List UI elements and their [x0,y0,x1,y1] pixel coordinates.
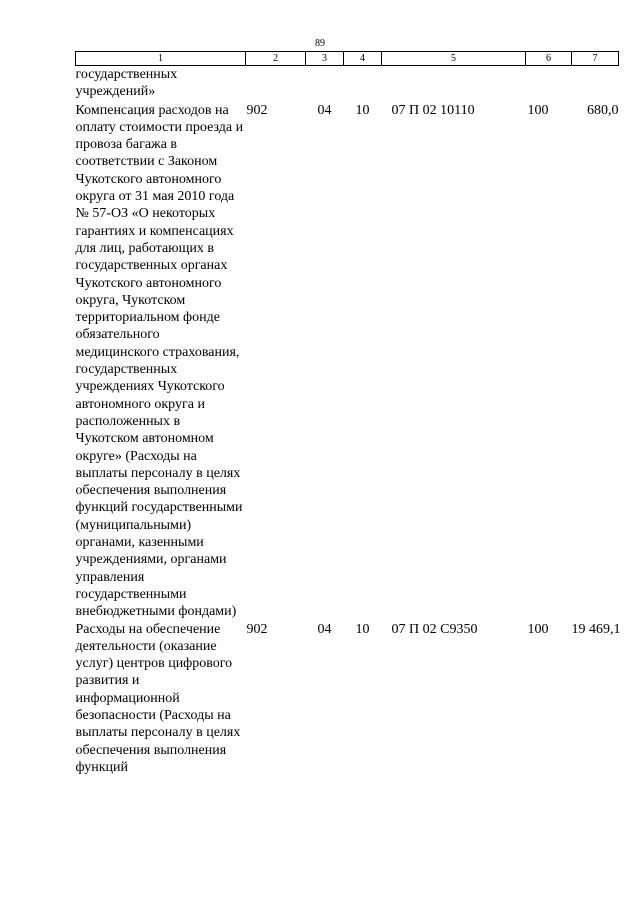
row-amount: 680,0 [587,102,619,118]
header-col-2: 2 [246,52,306,66]
row-subsection: 10 [355,102,370,118]
row-code: 902 [246,621,268,637]
row-subsection: 10 [355,621,370,637]
row-code [246,66,306,102]
row-section: 04 [317,621,332,637]
page-number: 89 [315,38,325,49]
header-row [76,52,619,66]
row-amount: 19 469,1 [571,621,621,637]
table-row [76,66,619,102]
header-col-7: 7 [572,52,619,66]
table-row [76,621,619,777]
row-section [306,66,344,102]
row-subsection [344,66,382,102]
row-name: Расходы на обеспечение деятельности (оказание услуг) центров цифрового развития и информационной безопасности (Расходы на выплаты персоналу в целях обеспечения выполнения функций [75,621,241,775]
row-expense-type: 100 [527,621,549,637]
header-col-5: 5 [382,52,526,66]
row-article: 07 П 02 10110 [391,102,475,118]
table-body [76,66,619,777]
row-code: 902 [246,102,268,118]
row-article [382,66,526,102]
table-row [76,102,619,621]
header-col-3: 3 [306,52,344,66]
header-col-1: 1 [76,52,246,66]
header-col-4: 4 [344,52,382,66]
row-expense-type [526,66,572,102]
row-name: государственных учреждений» [75,67,178,100]
table-header [76,52,619,66]
row-section: 04 [317,102,332,118]
row-name: Компенсация расходов на оплату стоимости проезда и провоза багажа в соответствии с Законом Чукотского автономного округа от 31 мая 2010 года № 57-ОЗ «О некоторых гарантиях и компенсациях для лиц, работающих в государственных органах Чукотского автономного округа, Чукотском территориальном фонде обязательного медицинского страхования, государственных учреждениях Чукотского автономного округа и расположенных в Чукотском автономном округе» (Расходы на выплаты персоналу в целях обеспечения выполнения функций государственными (муниципальными) органами, казенными учреждениями, органами управления государственными внебюджетными фондами) [75,102,244,620]
budget-table [75,51,619,776]
header-col-6: 6 [526,52,572,66]
row-expense-type: 100 [527,102,549,118]
row-article: 07 П 02 С9350 [391,621,478,637]
row-amount [572,66,619,102]
